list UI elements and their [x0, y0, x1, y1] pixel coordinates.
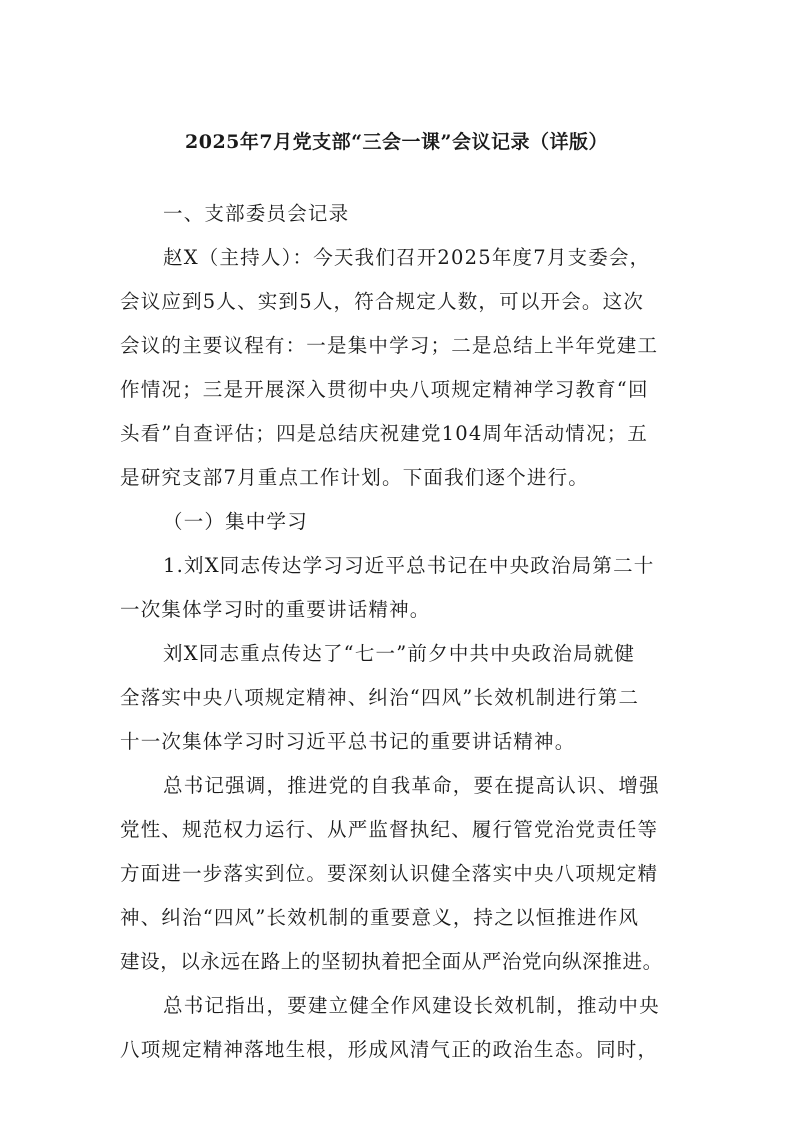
paragraph-line: 头看”自查评估；四是总结庆祝建党104周年活动情况；五: [120, 422, 649, 445]
paragraph-line: 总书记指出，要建立健全作风建设长效机制，推动中央: [163, 994, 660, 1017]
paragraph-line: 1.刘X同志传达学习习近平总书记在中央政治局第二十: [163, 554, 655, 577]
paragraph-line: 全落实中央八项规定精神、纠治“四风”长效机制进行第二: [120, 686, 640, 709]
subsection-heading: （一）集中学习: [163, 510, 308, 533]
paragraph-line: 会议的主要议程有：一是集中学习；二是总结上半年党建工: [120, 334, 659, 357]
paragraph-line: 神、纠治“四风”长效机制的重要意义，持之以恒推进作风: [120, 906, 640, 929]
paragraph-line: 建设，以永远在路上的坚韧执着把全面从严治党向纵深推进。: [120, 950, 663, 973]
paragraph-line: 十一次集体学习时习近平总书记的重要讲话精神。: [120, 730, 576, 753]
paragraph-line: 一次集体学习时的重要讲话精神。: [120, 598, 431, 621]
paragraph-line: 总书记强调，推进党的自我革命，要在提高认识、增强: [163, 774, 660, 797]
paragraph-line: 作情况；三是开展深入贯彻中央八项规定精神学习教育“回: [120, 378, 649, 401]
paragraph-line: 刘X同志重点传达了“七一”前夕中共中央政治局就健: [163, 642, 636, 665]
section-heading: 一、支部委员会记录: [163, 202, 350, 225]
paragraph-line: 八项规定精神落地生根，形成风清气正的政治生态。同时，: [120, 1038, 659, 1061]
paragraph-line: 方面进一步落实到位。要深刻认识健全落实中央八项规定精: [120, 862, 659, 885]
paragraph-line: 党性、规范权力运行、从严监督执纪、履行管党治党责任等: [120, 818, 659, 841]
document-title: 2025年7月党支部“三会一课”会议记录（详版）: [185, 131, 608, 153]
paragraph-line: 会议应到5人、实到5人，符合规定人数，可以开会。这次: [120, 290, 645, 313]
paragraph-line: 赵X（主持人）：今天我们召开2025年度7月支委会，: [163, 246, 651, 269]
paragraph-line: 是研究支部7月重点工作计划。下面我们逐个进行。: [120, 466, 590, 489]
